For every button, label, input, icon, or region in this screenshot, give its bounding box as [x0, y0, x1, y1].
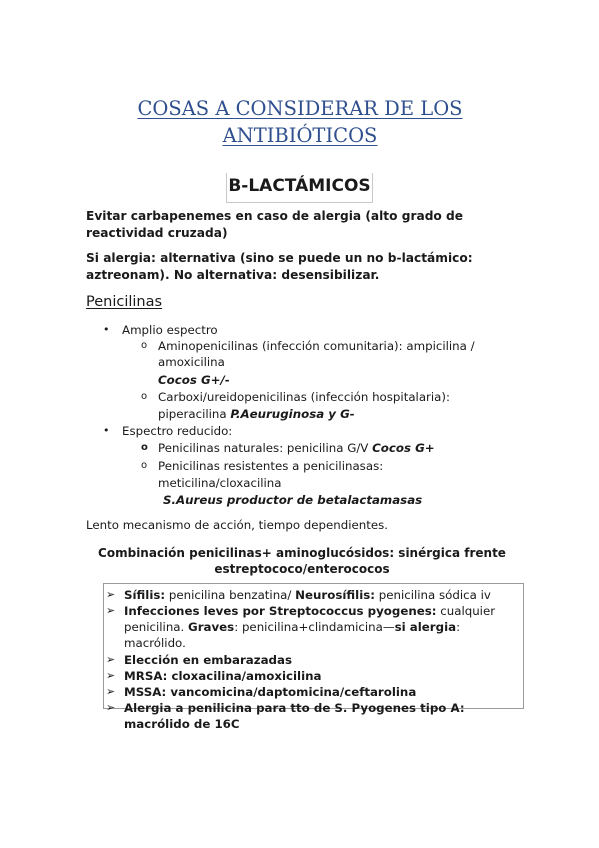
sifilis-label: Sífilis:: [124, 588, 166, 602]
combination-text: [86, 545, 518, 577]
box-item-infecciones-line3: macrólido.: [124, 636, 186, 650]
sub-item-aminopenicilinas-line1: Aminopenicilinas (infección comunitaria): ampicilina /: [158, 339, 475, 353]
sub-item-aminopenicilinas-line2: amoxicilina: [158, 355, 225, 369]
neurosifilis-label: Neurosífilis:: [295, 588, 375, 602]
box-item-mrsa: MRSA: cloxacilina/amoxicilina: [124, 669, 322, 683]
box-item-infecciones-line2: [124, 619, 524, 635]
infecciones-text: cualquier: [436, 604, 496, 618]
sub-item-resistentes-line1: Penicilinas resistentes a penicilinasas:: [158, 459, 384, 473]
bullet-icon: •: [103, 424, 110, 437]
section-heading-penicilinas: Penicilinas: [86, 294, 163, 310]
box-item-alergia-line1: Alergia a penilicina para tto de S. Pyogenes tipo A:: [124, 701, 465, 715]
bullet-icon: •: [103, 323, 110, 336]
naturales-text: Penicilinas naturales: penicilina G/V: [158, 441, 369, 455]
box-item-embarazadas: Elección en embarazadas: [124, 653, 292, 667]
sifilis-text: penicilina benzatina/: [165, 588, 296, 602]
note-cocos-gplus: Cocos G+: [372, 441, 435, 455]
graves-text: : penicilina+clindamicina—: [234, 620, 395, 634]
sub-item-carboxi-line2: [158, 406, 355, 422]
box-item-mssa: MSSA: vancomicina/daptomicina/ceftarolina: [124, 685, 417, 699]
box-item-alergia-line2: macrólido de 16C: [124, 717, 240, 731]
title-line-1: COSAS A CONSIDERAR DE LOS: [137, 97, 463, 120]
arrow-bullet-icon: ➢: [106, 588, 116, 601]
section-title: B-LACTÁMICOS: [228, 176, 371, 196]
note-aeuruginosa: P.Aeuruginosa y G-: [230, 407, 355, 421]
arrow-bullet-icon: ➢: [106, 669, 116, 682]
list-item-reducido: Espectro reducido:: [122, 424, 233, 438]
combination-line-1: Combinación penicilinas+ aminoglucósidos: sinérgica frente: [98, 546, 506, 560]
paragraph-carbapenemes: Evitar carbapenemes en caso de alergia (alto grado de reactividad cruzada): [86, 209, 464, 240]
paragraph-alergia: Si alergia: alternativa (sino se puede un no b-lactámico: aztreonam). No alternativa: desensibilizar.: [86, 251, 473, 282]
circle-bullet-icon: o: [141, 340, 148, 351]
sub-item-naturales: [158, 440, 435, 456]
combination-line-2: estreptococo/enterococos: [214, 562, 390, 576]
arrow-bullet-icon: ➢: [106, 701, 116, 714]
sub-item-resistentes-line2: meticilina/cloxacilina: [158, 476, 282, 490]
graves-label: Graves: [188, 620, 235, 634]
list-item-amplio: Amplio espectro: [122, 323, 218, 337]
note-cocos: Cocos G+/-: [158, 373, 230, 387]
arrow-bullet-icon: ➢: [106, 653, 116, 666]
circle-bullet-icon: o: [141, 391, 148, 402]
title-line-2: ANTIBIÓTICOS: [222, 124, 378, 147]
box-item-infecciones-line1: [124, 603, 524, 619]
circle-bullet-icon: o: [141, 442, 148, 453]
circle-bullet-icon: o: [141, 460, 148, 471]
piperacilina-text: piperacilina: [158, 407, 227, 421]
page-title: [60, 95, 540, 149]
note-saureus: S.Aureus productor de betalactamasas: [163, 493, 423, 507]
arrow-bullet-icon: ➢: [106, 604, 116, 617]
neurosifilis-text: penicilina sódica iv: [374, 588, 491, 602]
arrow-bullet-icon: ➢: [106, 685, 116, 698]
infecciones-label: Infecciones leves por Streptococcus pyogenes:: [124, 604, 437, 618]
sub-item-carboxi-line1: Carboxi/ureidopenicilinas (infección hospitalaria):: [158, 390, 450, 404]
mechanism-text: Lento mecanismo de acción, tiempo dependientes.: [86, 518, 389, 532]
colon-text: :: [456, 620, 461, 634]
si-alergia-label: si alergia: [394, 620, 457, 634]
box-item-sifilis: [124, 587, 524, 603]
penicilina-text: penicilina.: [124, 620, 189, 634]
